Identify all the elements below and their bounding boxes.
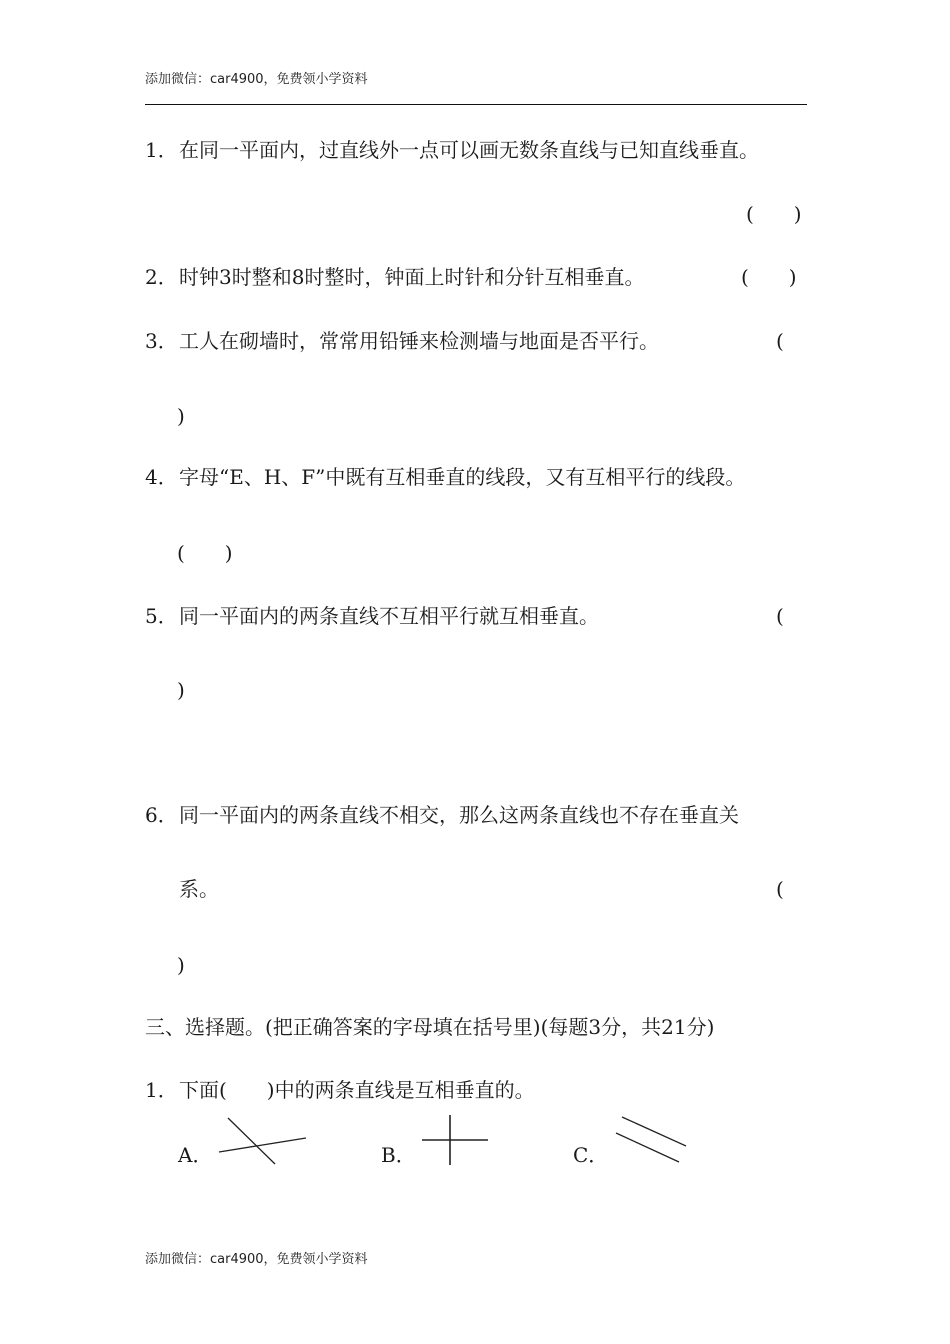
answer-blank-2: ( ) xyxy=(741,265,797,289)
page-footer-watermark: 添加微信：car4900，免费领小学资料 xyxy=(145,1252,368,1267)
answer-blank-3-open: ( xyxy=(776,329,784,353)
answer-blank-5-open: ( xyxy=(776,604,784,628)
answer-blank-6-close: ) xyxy=(177,953,185,977)
question-number: 1． xyxy=(145,138,178,162)
option-a-label: A． xyxy=(178,1143,213,1167)
option-b-label: B． xyxy=(381,1143,416,1167)
question-text: 同一平面内的两条直线不相交，那么这两条直线也不存在垂直关 xyxy=(179,803,739,827)
question-number: 3． xyxy=(145,329,178,353)
question-text: 工人在砌墙时，常常用铅锤来检测墙与地面是否平行。 xyxy=(179,329,659,353)
answer-blank-3-close: ) xyxy=(177,404,185,428)
judge-question-1 xyxy=(145,137,759,163)
answer-blank-5-close: ) xyxy=(177,678,185,702)
judge-question-2 xyxy=(145,264,644,290)
line-2 xyxy=(616,1133,679,1162)
option-c-figure xyxy=(610,1112,692,1168)
judge-question-4 xyxy=(145,464,745,490)
question-text: 在同一平面内，过直线外一点可以画无数条直线与已知直线垂直。 xyxy=(179,138,759,162)
answer-blank-6-open: ( xyxy=(776,877,784,901)
question-number: 4． xyxy=(145,465,178,489)
question-text: 时钟3时整和8时整时，钟面上时针和分针互相垂直。 xyxy=(179,265,645,289)
question-number: 5． xyxy=(145,604,178,628)
judge-question-5 xyxy=(145,603,599,629)
question-text: 下面( )中的两条直线是互相垂直的。 xyxy=(179,1078,535,1102)
answer-blank-4: ( ) xyxy=(177,541,233,565)
question-text: 同一平面内的两条直线不互相平行就互相垂直。 xyxy=(179,604,599,628)
question-number: 2． xyxy=(145,265,178,289)
question-number: 1． xyxy=(145,1078,178,1102)
choice-question-1 xyxy=(145,1077,535,1103)
line-1 xyxy=(228,1118,275,1164)
judge-question-6 xyxy=(145,802,739,828)
header-rule xyxy=(145,104,807,105)
question-text: 字母“E、H、F”中既有互相垂直的线段，又有互相平行的线段。 xyxy=(179,465,746,489)
answer-blank-1: ( ) xyxy=(746,202,802,226)
option-c-label: C． xyxy=(573,1143,609,1167)
option-a-figure xyxy=(214,1114,314,1170)
judge-question-6-continued: 系。 xyxy=(179,877,219,901)
line-2 xyxy=(219,1138,306,1152)
judge-question-3 xyxy=(145,328,659,354)
line-1 xyxy=(622,1117,686,1146)
option-b-figure xyxy=(418,1114,492,1170)
section-heading-choice: 三、选择题。(把正确答案的字母填在括号里)(每题3分，共21分) xyxy=(145,1015,715,1039)
question-number: 6． xyxy=(145,803,178,827)
page-header-watermark: 添加微信：car4900，免费领小学资料 xyxy=(145,72,368,87)
